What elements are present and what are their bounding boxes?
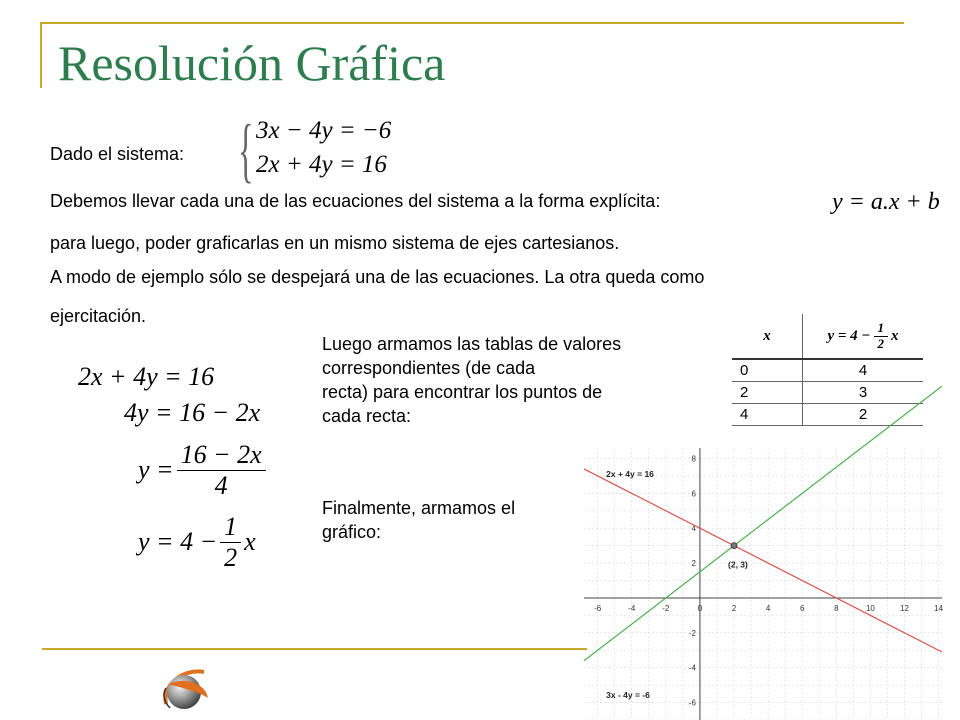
x-tick-label: 0: [697, 603, 703, 613]
tables-paragraph: [322, 332, 621, 428]
row-y: 2: [803, 404, 924, 426]
x-tick-label: 14: [934, 603, 944, 613]
y-tick-label: 4: [691, 524, 696, 534]
step4-denominator: 2: [224, 542, 238, 572]
slide-title: Resolución Gráfica: [58, 35, 446, 91]
intersection-point: [731, 543, 737, 549]
series-line: [584, 386, 942, 661]
intro-line-4: ejercitación.: [50, 306, 147, 326]
step4-fraction: [220, 512, 241, 573]
header-y-lhs: y = 4 −: [827, 327, 871, 344]
final-paragraph: [322, 496, 515, 544]
x-tick-label: 4: [765, 603, 771, 613]
row-y: 4: [803, 359, 924, 382]
x-tick-label: -4: [628, 603, 636, 613]
intersection-label: (2, 3): [728, 559, 748, 570]
explicit-form-equation: y = a.x + b: [832, 189, 940, 215]
x-tick-label: -2: [662, 603, 670, 613]
row-x: 2: [732, 382, 803, 404]
dado-label: Dado el sistema:: [50, 144, 185, 164]
derivation-step-3: [138, 440, 269, 501]
value-table-container: [732, 314, 923, 426]
step3-numerator: 16 − 2x: [177, 440, 266, 471]
x-tick-label: 12: [900, 603, 909, 613]
derivation-step-1: 2x + 4y = 16: [78, 362, 215, 391]
x-tick-label: 10: [865, 603, 875, 613]
explicit-form-text: Debemos llevar cada una de las ecuaciones del sistema a la forma explícita:: [50, 191, 661, 211]
header-y-fraction: [874, 321, 889, 352]
value-table-header: [732, 314, 923, 359]
derivation-step-2: 4y = 16 − 2x: [124, 398, 261, 427]
tables-line-3: recta) para encontrar los puntos de: [322, 382, 603, 402]
tables-line-2: correspondientes (de cada: [322, 358, 536, 378]
row-x: 4: [732, 404, 803, 426]
intro-line-3: A modo de ejemplo sólo se despejará una de las ecuaciones. La otra queda como: [50, 267, 705, 287]
cartesian-graph: [584, 448, 942, 720]
y-tick-label: 8: [691, 454, 696, 464]
y-tick-label: 2: [691, 559, 696, 569]
table-row: [732, 382, 923, 404]
equation-2: 2x + 4y = 16: [256, 151, 387, 178]
value-table: [732, 314, 923, 426]
series-label: 2x + 4y = 16: [606, 468, 654, 479]
step3-denominator: 4: [214, 470, 228, 500]
system-brace: {: [238, 110, 254, 190]
header-y-rhs: x: [891, 327, 899, 344]
step4-rhs: x: [244, 527, 256, 557]
y-tick-label: 6: [691, 489, 696, 499]
header-y: [803, 314, 924, 359]
top-frame-line: [40, 22, 904, 24]
x-tick-label: -6: [594, 603, 602, 613]
x-tick-label: 6: [799, 603, 805, 613]
y-tick-label: -4: [688, 663, 696, 673]
x-tick-label: 2: [731, 603, 737, 613]
y-tick-label: -2: [688, 628, 696, 638]
left-frame-line: [40, 22, 42, 88]
table-row: [732, 359, 923, 382]
derivation-step-4: [138, 512, 256, 573]
bottom-frame-line: [42, 648, 587, 650]
globe-icon: [160, 664, 214, 716]
series-label: 3x - 4y = -6: [606, 690, 650, 701]
x-tick-label: 8: [834, 603, 839, 613]
header-y-den: 2: [877, 335, 885, 351]
y-tick-label: -6: [688, 698, 696, 708]
tables-line-1: Luego armamos las tablas de valores: [322, 334, 622, 354]
step4-numerator: 1: [220, 512, 241, 543]
series-line: [584, 469, 942, 652]
row-y: 3: [803, 382, 924, 404]
header-y-num: 1: [874, 321, 889, 337]
final-line-2: gráfico:: [322, 522, 382, 542]
final-line-1: Finalmente, armamos el: [322, 498, 516, 518]
step4-lhs: y = 4 −: [138, 527, 218, 557]
header-x: x: [732, 314, 803, 359]
intro-line-2: para luego, poder graficarlas en un mismo sistema de ejes cartesianos.: [50, 233, 620, 253]
row-x: 0: [732, 359, 803, 382]
step3-fraction: [177, 440, 266, 501]
tables-line-4: cada recta:: [322, 406, 412, 426]
equation-1: 3x − 4y = −6: [256, 117, 392, 144]
step3-lhs: y =: [138, 455, 174, 485]
